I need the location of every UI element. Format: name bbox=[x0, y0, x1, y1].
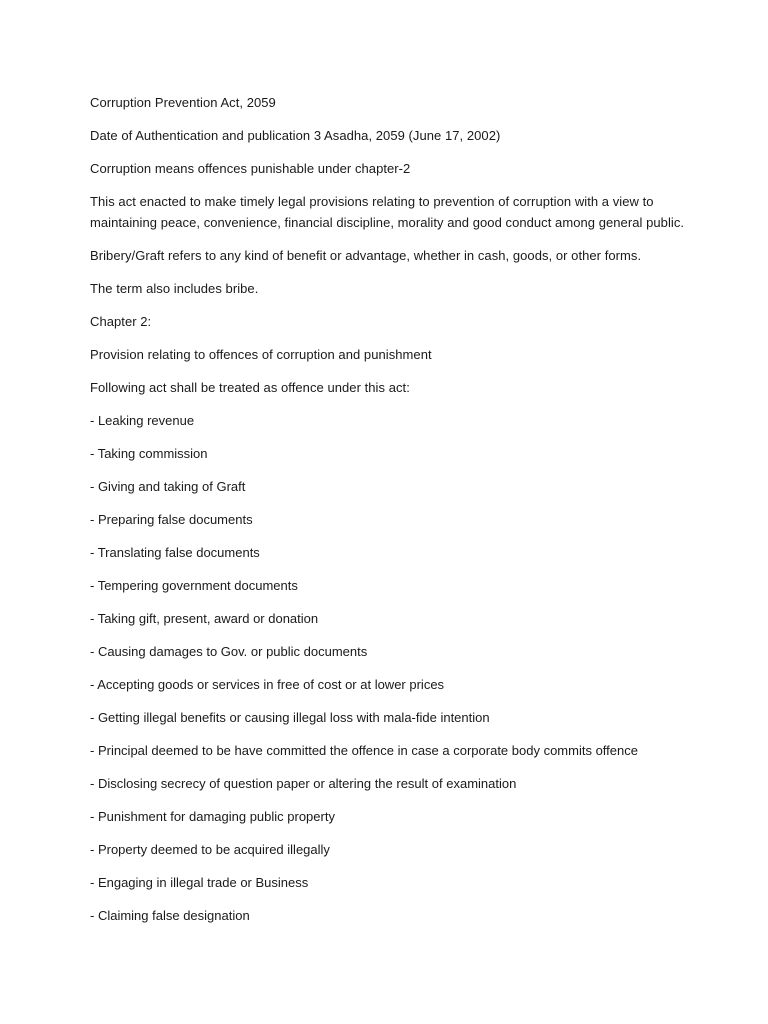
offence-intro: Following act shall be treated as offence under this act: bbox=[90, 380, 410, 395]
list-item: - Engaging in illegal trade or Business bbox=[90, 875, 309, 890]
list-item: - Leaking revenue bbox=[90, 413, 195, 428]
list-item: - Principal deemed to be have committed the offence in case a corporate body commits offence bbox=[90, 743, 638, 758]
authentication-date: Date of Authentication and publication 3 Asadha, 2059 (June 17, 2002) bbox=[90, 128, 501, 143]
list-item: - Taking commission bbox=[90, 446, 208, 461]
list-item: - Tempering government documents bbox=[90, 578, 298, 593]
corruption-definition: Corruption means offences punishable under chapter-2 bbox=[90, 161, 411, 176]
list-item: - Claiming false designation bbox=[90, 908, 250, 923]
chapter-subtitle: Provision relating to offences of corruption and punishment bbox=[90, 347, 432, 362]
list-item: - Giving and taking of Graft bbox=[90, 479, 246, 494]
term-note: The term also includes bribe. bbox=[90, 281, 259, 296]
document-title: Corruption Prevention Act, 2059 bbox=[90, 95, 276, 110]
list-item: - Accepting goods or services in free of cost or at lower prices bbox=[90, 677, 445, 692]
list-item: - Causing damages to Gov. or public documents bbox=[90, 644, 368, 659]
list-item: - Getting illegal benefits or causing illegal loss with mala-fide intention bbox=[90, 710, 490, 725]
bribery-definition: Bribery/Graft refers to any kind of benefit or advantage, whether in cash, goods, or other forms. bbox=[90, 248, 642, 263]
offence-list bbox=[90, 410, 690, 926]
list-item: - Taking gift, present, award or donation bbox=[90, 611, 319, 626]
list-item: - Property deemed to be acquired illegally bbox=[90, 842, 330, 857]
list-item: - Disclosing secrecy of question paper or altering the result of examination bbox=[90, 776, 517, 791]
list-item: - Translating false documents bbox=[90, 545, 260, 560]
document-body bbox=[90, 92, 690, 938]
act-purpose: This act enacted to make timely legal provisions relating to prevention of corruption with a view to maintaining peace, convenience, financial discipline, morality and good conduct among general public. bbox=[90, 194, 685, 230]
chapter-heading: Chapter 2: bbox=[90, 314, 152, 329]
list-item: - Punishment for damaging public property bbox=[90, 809, 335, 824]
list-item: - Preparing false documents bbox=[90, 512, 253, 527]
